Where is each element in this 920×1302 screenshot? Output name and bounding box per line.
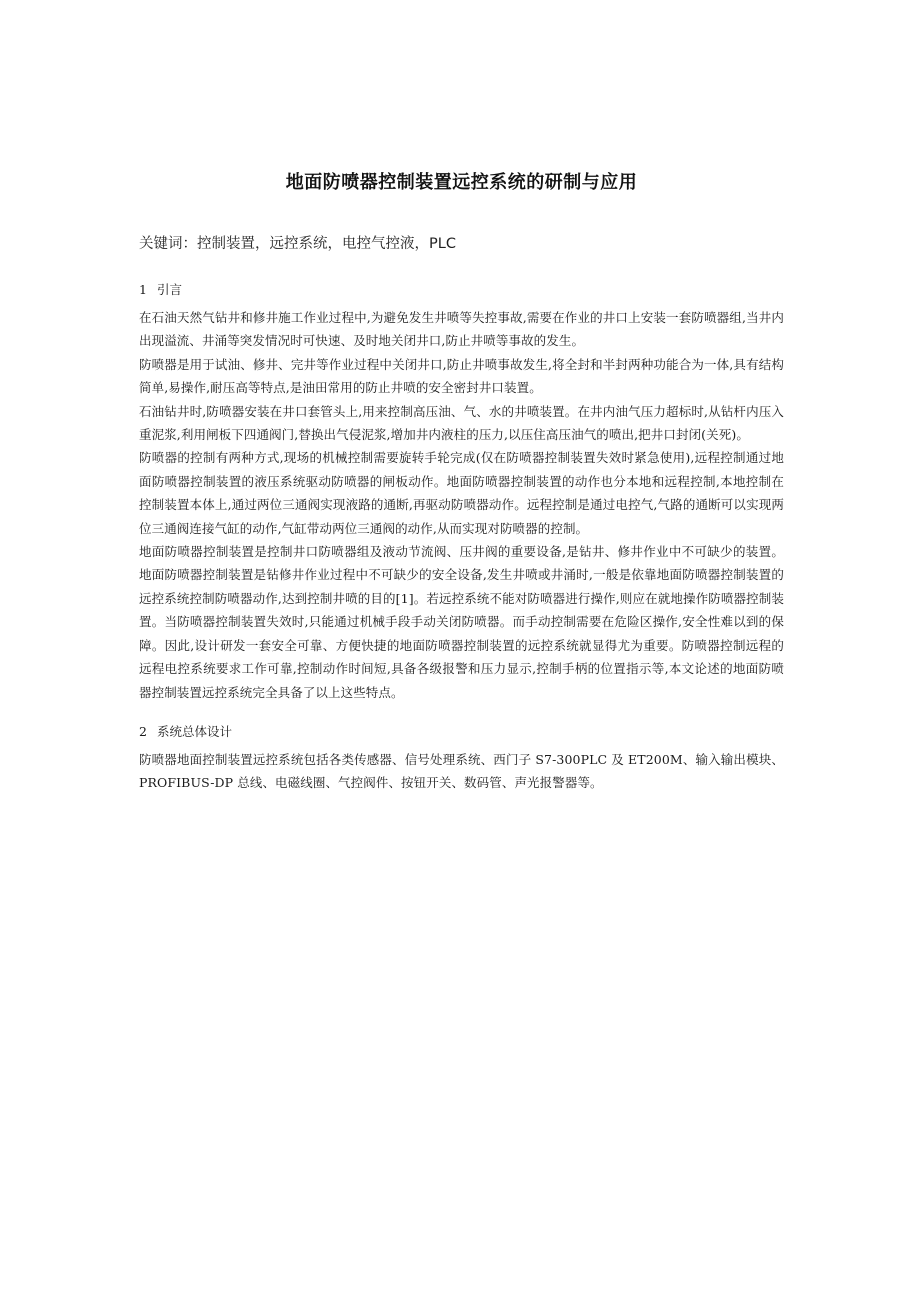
- section-title: 引言: [157, 282, 183, 297]
- section-title: 系统总体设计: [157, 723, 233, 739]
- section-heading: [139, 278, 784, 302]
- section-heading: [139, 720, 784, 744]
- paragraph: 防喷器的控制有两种方式,现场的机械控制需要旋转手轮完成(仅在防喷器控制装置失效时紧急使用),远程控制通过地面防喷器控制装置的液压系统驱动防喷器的闸板动作。地面防喷器控制装置的动作也分本地和远程控制,本地控制在控制装置本体上,通过两位三通阀实现液路的通断,再驱动防喷器动作。远程控制是通过电控气,气路的通断可以实现两位三通阀连接气缸的动作,气缸带动两位三通阀的动作,从而实现对防喷器的控制。: [139, 450, 784, 536]
- document-title: 地面防喷器控制装置远控系统的研制与应用: [285, 172, 638, 193]
- paragraph: 防喷器地面控制装置远控系统包括各类传感器、信号处理系统、西门子 S7-300PLC 及 ET200M、输入输出模块、PROFIBUS-DP 总线、电磁线圈、气控阀件、按钮开关、数码管、声光报警器等。: [139, 751, 784, 791]
- section-introduction: [139, 278, 784, 704]
- keywords-line: 关键词：控制装置，远控系统，电控气控液，PLC: [139, 236, 456, 252]
- section-system-design: [139, 720, 784, 795]
- paragraph: 石油钻井时,防喷器安装在井口套管头上,用来控制高压油、气、水的井喷装置。在井内油气压力超标时,从钻杆内压入重泥浆,利用闸板下四通阀门,替换出气侵泥浆,增加井内液柱的压力,以压住高压油气的喷出,把井口封闭(关死)。: [139, 403, 784, 443]
- section-number: 1: [139, 282, 147, 297]
- section-number: 2: [139, 723, 147, 739]
- paragraph: 在石油天然气钻井和修井施工作业过程中,为避免发生井喷等失控事故,需要在作业的井口上安装一套防喷器组,当井内出现溢流、井涌等突发情况时可快速、及时地关闭井口,防止井喷等事故的发生。: [139, 310, 784, 349]
- paragraph: 地面防喷器控制装置是控制井口防喷器组及液动节流阀、压井阀的重要设备,是钻井、修井作业中不可缺少的装置。地面防喷器控制装置是钻修井作业过程中不可缺少的安全设备,发生井喷或井涌时,一般是依靠地面防喷器控制装置的远控系统控制防喷器动作,达到控制井喷的目的[1]。若远控系统不能对防喷器进行操作,则应在就地操作防喷器控制装置。当防喷器控制装置失效时,只能通过机械手段手动关闭防喷器。而手动控制需要在危险区操作,安全性难以到的保障。因此,设计研发一套安全可靠、方便快捷的地面防喷器控制装置的远控系统就显得尤为重要。防喷器控制远程的远程电控系统要求工作可靠,控制动作时间短,具备各级报警和压力显示,控制手柄的位置指示等,本文论述的地面防喷器控制装置远控系统完全具备了以上这些特点。: [139, 544, 784, 700]
- document-page: [139, 168, 784, 811]
- paragraph: 防喷器是用于试油、修井、完井等作业过程中关闭井口,防止井喷事故发生,将全封和半封两种功能合为一体,具有结构简单,易操作,耐压高等特点,是油田常用的防止井喷的安全密封井口装置。: [139, 356, 784, 396]
